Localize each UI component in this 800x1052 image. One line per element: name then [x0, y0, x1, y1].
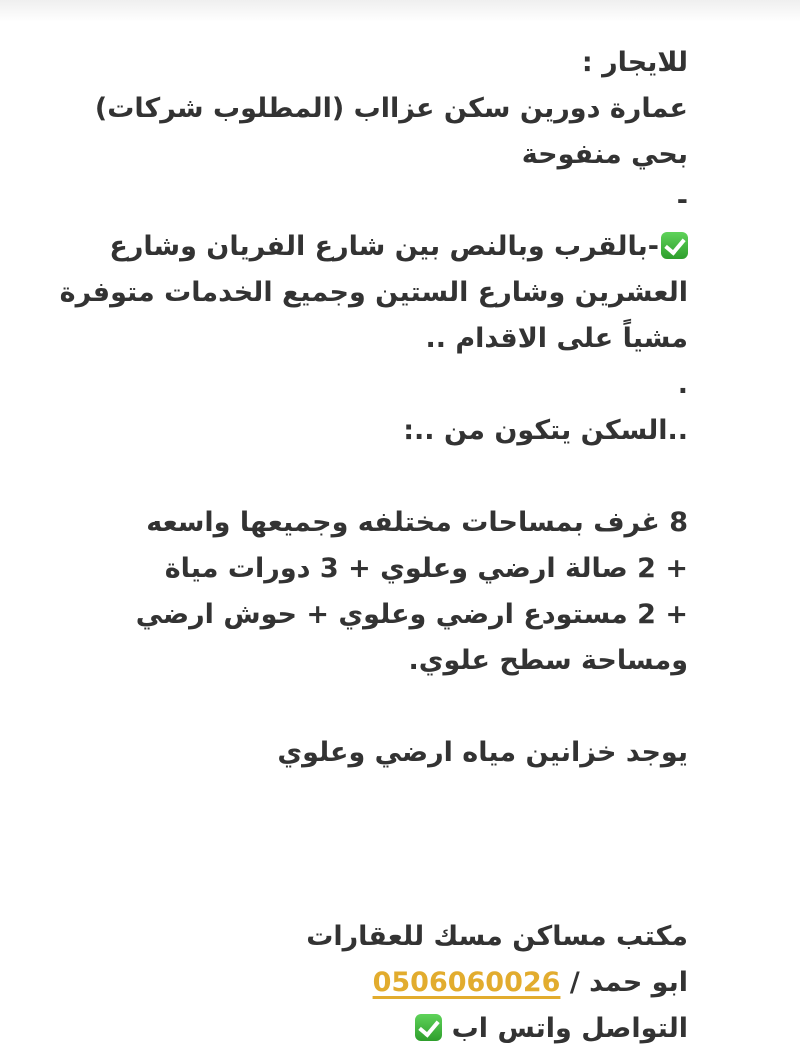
location-text-1: -بالقرب وبالنص بين شارع الفريان وشارع — [109, 231, 659, 262]
listing-text — [59, 22, 688, 1052]
location-line-1 — [88, 224, 688, 270]
whatsapp-text: التواصل واتس اب — [451, 1013, 688, 1044]
feature-line-2: + 2 صالة ارضي وعلوي + 3 دورات مياة — [164, 553, 688, 584]
check-mark-icon — [415, 1014, 442, 1041]
dash-separator: - — [676, 185, 688, 216]
feature-line-4: ومساحة سطح علوي. — [408, 645, 688, 676]
contact-line — [88, 960, 688, 1006]
feature-line-1: 8 غرف بمساحات مختلفه وجميعها واسعه — [146, 507, 688, 538]
feature-line-3: + 2 مستودع ارضي وعلوي + حوش ارضي — [135, 599, 688, 630]
location-line-3: مشياً على الاقدام .. — [425, 323, 688, 354]
water-tanks-line: يوجد خزانين مياه ارضي وعلوي — [277, 737, 688, 768]
district-line: بحي منفوحة — [521, 139, 688, 170]
top-shadow — [0, 0, 800, 22]
phone-link[interactable]: 0506060026 — [372, 967, 561, 998]
office-name: مكتب مساكن مسك للعقارات — [306, 921, 688, 952]
location-line-2: العشرين وشارع الستين وجميع الخدمات متوفرة — [59, 277, 688, 308]
whatsapp-line — [88, 1006, 688, 1052]
dot-separator: . — [677, 369, 688, 400]
composition-heading: ..السكن يتكون من ..: — [403, 415, 688, 446]
title-line: عمارة دورين سكن عزااب (المطلوب شركات) — [94, 93, 688, 124]
heading: للايجار : — [581, 47, 688, 78]
check-mark-icon — [661, 232, 688, 259]
contact-name: ابو حمد / — [569, 967, 688, 998]
